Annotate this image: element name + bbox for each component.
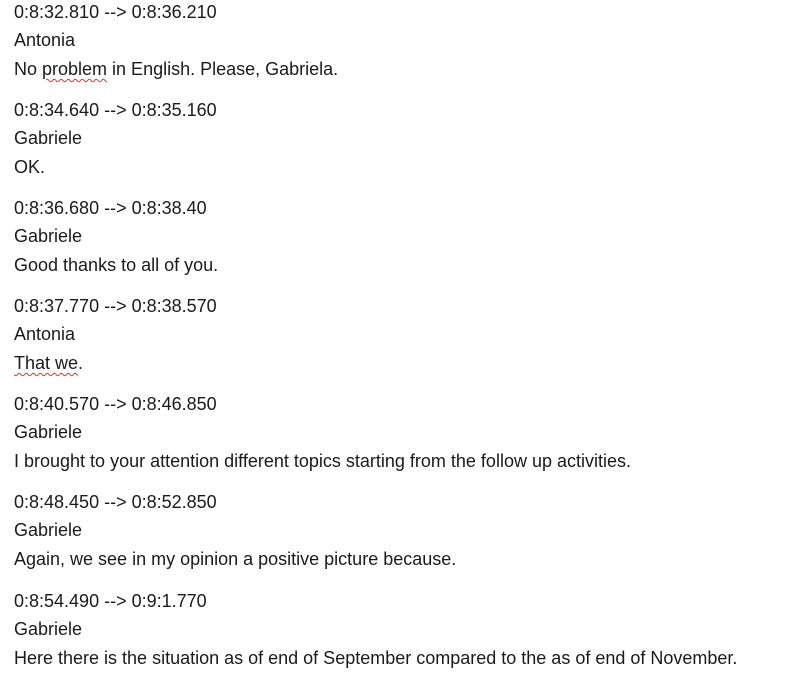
entry-speaker: Antonia (14, 30, 76, 50)
entry-speaker: Gabriele (14, 422, 83, 442)
entry-text: Here there is the situation as of end of September compared to the as of end of November. (14, 648, 738, 668)
text-segment: in English. Please, Gabriela. (107, 59, 339, 79)
entry-text: Good thanks to all of you. (14, 255, 219, 275)
entry-speaker: Gabriele (14, 128, 83, 148)
entry-speaker: Gabriele (14, 226, 83, 246)
entry-speaker: Antonia (14, 324, 76, 344)
entry-timestamp: 0:8:37.770 --> 0:8:38.570 (14, 296, 217, 316)
entry-speaker: Gabriele (14, 520, 83, 540)
entry-text: Again, we see in my opinion a positive picture because. (14, 549, 457, 569)
spelling-flagged-word[interactable]: That we (14, 353, 79, 373)
spelling-flagged-word[interactable]: problem (42, 59, 108, 79)
entry-timestamp: 0:8:36.680 --> 0:8:38.40 (14, 198, 207, 218)
entry-timestamp: 0:8:54.490 --> 0:9:1.770 (14, 591, 207, 611)
entry-text (14, 351, 83, 375)
entry-timestamp: 0:8:40.570 --> 0:8:46.850 (14, 394, 217, 414)
entry-text: I brought to your attention different topics starting from the follow up activities. (14, 451, 631, 471)
text-segment: No (14, 59, 43, 79)
entry-timestamp: 0:8:48.450 --> 0:8:52.850 (14, 492, 217, 512)
text-segment: . (78, 353, 84, 373)
entry-timestamp: 0:8:32.810 --> 0:8:36.210 (14, 2, 217, 22)
entry-timestamp: 0:8:34.640 --> 0:8:35.160 (14, 100, 217, 120)
entry-text (14, 57, 338, 81)
entry-speaker: Gabriele (14, 619, 83, 639)
entry-text: OK. (14, 157, 46, 177)
